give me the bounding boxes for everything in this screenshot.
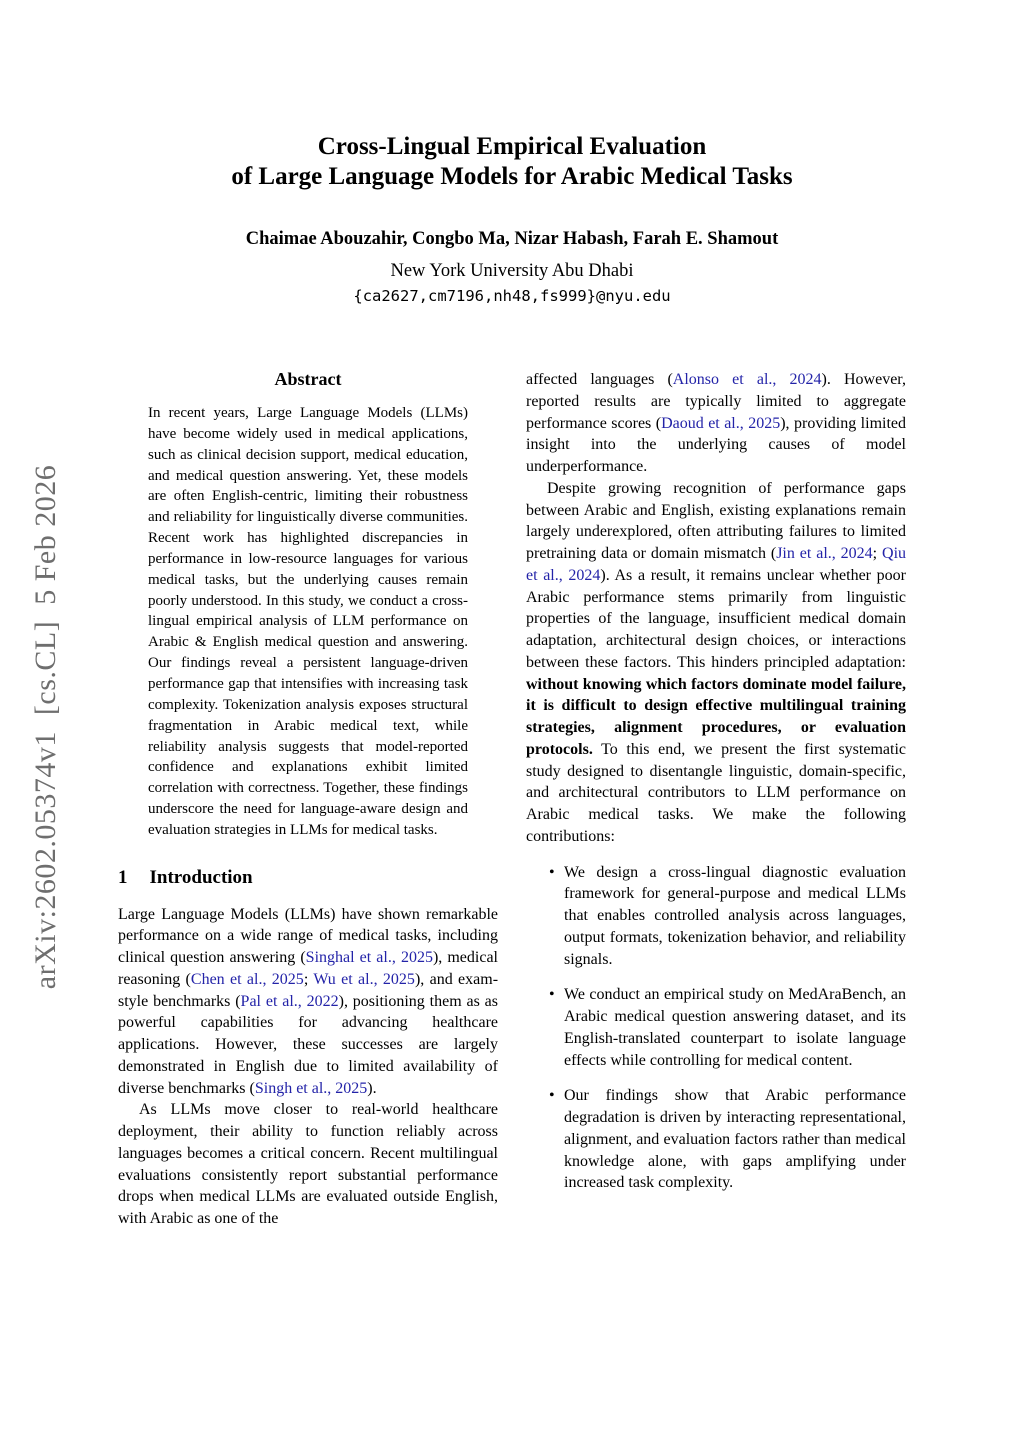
bullet-icon: • [549,1087,555,1105]
abstract-section [118,369,498,841]
text-run: To this end, we present the first systematic study designed to disentangle linguistic, domain-specific, and architectural contributors to LLM performance on Arabic medical tasks. We make the following contributions: [526,740,906,845]
contribution-text-1: We design a cross-lingual diagnostic evaluation framework for general-purpose and medical LLMs that enables controlled analysis across languages, output formats, tokenization behavior, and reliability signals. [564,863,906,968]
two-column-body [0,369,1024,1230]
intro-paragraph-1 [118,904,498,1100]
text-run: affected languages ( [526,371,673,388]
citation-link[interactable]: Chen et al., 2025 [190,970,304,988]
contribution-item-3 [526,1085,906,1194]
text-run: Large Language Models (LLMs) have shown remarkable performance on a wide range of medical tasks, including clinical question answering ( [118,905,498,967]
abstract-text: In recent years, Large Language Models (LLMs) have become widely used in medical applications, such as clinical decision support, medical education, and medical question answering. Yet, these models are often English-centric, limiting their robustness and reliability for linguistically diverse communities. Recent work has highlighted discrepancies in performance in low-resource languages for various medical tasks, but the underlying causes remain poorly understood. In this study, we conduct a cross-lingual empirical analysis of LLM performance on Arabic & English medical question and answering. Our findings reveal a persistent language-driven performance gap that intensifies with increasing task complexity. Tokenization analysis exposes structural fragmentation in Arabic medical text, while reliability analysis suggests that model-reported confidence and explanations exhibit limited correlation with correctness. Together, these findings underscore the need for language-aware design and evaluation strategies in LLMs for medical tasks. [148,405,468,838]
citation-link[interactable]: Pal et al., 2022 [240,992,339,1010]
section-heading-introduction [118,867,498,889]
right-paragraph-1 [526,369,906,478]
text-run: ), providing limited insight into the underlying causes of model underperformance. [526,414,907,475]
paper-title [0,132,1024,191]
abstract-heading: Abstract [274,369,342,389]
email-address[interactable]: {ca2627,cm7196,nh48,fs999}@nyu.edu [353,287,671,305]
text-run: ; [872,545,883,562]
right-column [526,369,906,1230]
contribution-text-3: Our findings show that Arabic performance degradation is driven by interacting representational, alignment, and evaluation factors rather than medical knowledge alone, with gaps amplifying under increased task complexity. [564,1087,906,1192]
intro-paragraph-2 [118,1099,498,1230]
citation-link[interactable]: Daoud et al., 2025 [661,414,781,432]
text-run: ). As a result, it remains unclear whether poor Arabic performance stems primarily from linguistic properties of the language, insufficient medical domain adaptation, architectural design choices, or interactions between these factors. This hinders principled adaptation: [526,566,906,671]
text-run: Despite growing recognition of performance gaps between Arabic and English, existing explanations remain largely underexplored, often attributing failures to limited pretraining data or domain mismatch ( [526,479,906,562]
text-run: ; [303,970,314,988]
citation-link[interactable]: Singh et al., 2025 [254,1079,368,1097]
left-column [118,369,498,1230]
title-line-1: Cross-Lingual Empirical Evaluation [317,133,707,160]
citation-link[interactable]: Alonso et al., 2024 [672,371,822,388]
section-title: Introduction [149,866,253,888]
citation-link[interactable]: Wu et al., 2025 [313,970,415,988]
contributions-list [526,862,906,1195]
text-run: ). [367,1079,377,1097]
citation-link[interactable]: Qiu et al., 2024 [526,545,907,584]
affiliation: New York University Abu Dhabi [390,261,634,281]
text-run: ), and exam-style benchmarks ( [118,970,499,1010]
bullet-icon: • [549,863,555,881]
text-run: ). However, reported results are typically limited to aggregate performance scores ( [526,371,906,432]
right-paragraph-2 [526,478,906,848]
text-run: ), positioning them as as powerful capabilities for advancing healthcare applications. However, these successes are largely demonstrated in English due to limited availability of diverse benchmarks ( [118,992,498,1097]
bullet-icon: • [549,986,555,1004]
text-run: ), medical reasoning ( [118,949,498,988]
citation-link[interactable]: Jin et al., 2024 [776,545,873,562]
contribution-text-2: We conduct an empirical study on MedAraBench, an Arabic medical question answering dataset, and its English-translated counterpart to isolate language effects while controlling for medical content. [564,986,906,1069]
title-block [0,0,1024,305]
bold-emphasis-text: without knowing which factors dominate model failure, it is difficult to design effective multilingual training strategies, alignment procedures, or evaluation protocols. [526,675,906,758]
contribution-item-1 [526,862,906,971]
author-list: Chaimae Abouzahir, Congbo Ma, Nizar Habash, Farah E. Shamout [245,229,779,249]
section-number: 1 [118,866,128,888]
citation-link[interactable]: Singhal et al., 2025 [305,949,433,967]
arxiv-watermark: arXiv:2602.05374v1 [cs.CL] 5 Feb 2026 [29,464,62,990]
contribution-item-2 [526,984,906,1071]
text-run: As LLMs move closer to real-world healthcare deployment, their ability to function reliably across languages becomes a critical concern. Recent multilingual evaluations consistently report substantial performance drops when medical LLMs are evaluated outside English, with Arabic as one of the [118,1101,498,1228]
title-line-2: of Large Language Models for Arabic Medical Tasks [231,162,793,190]
